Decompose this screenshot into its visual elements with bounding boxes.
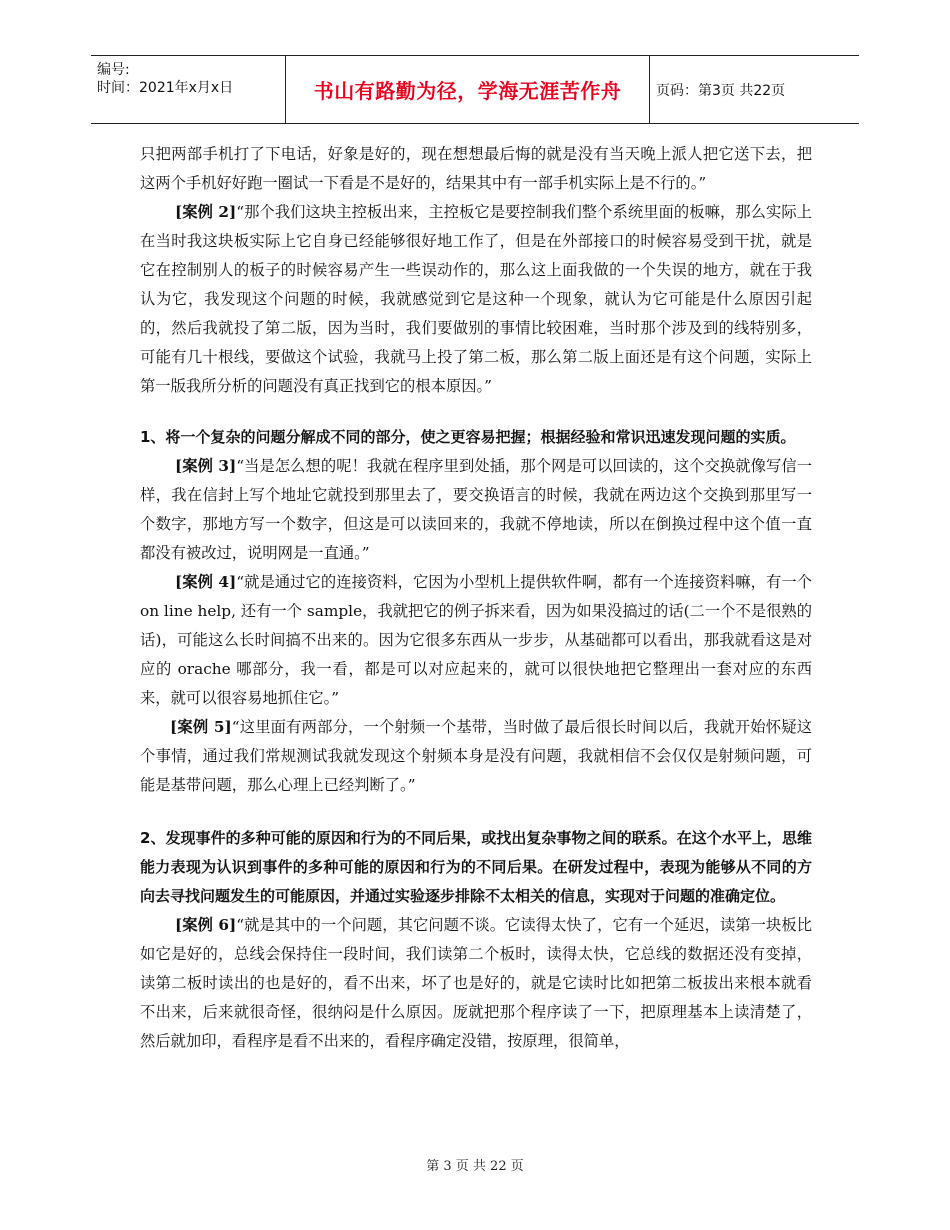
case-5-text: “这里面有两部分，一个射频一个基带，当时做了最后很长时间以后，我就开始怀疑这个事情，通过我们常规测试我就发现这个射频本身是没有问题，我就相信不会仅仅是射频问题，可能是基带问题，那么心理上已经判断了。” <box>140 718 813 794</box>
case-5-tag: [案例 5] <box>170 718 232 736</box>
page-header <box>91 55 859 124</box>
header-motto: 书山有路勤为径，学海无涯苦作舟 <box>313 79 622 103</box>
case-3-text: “当是怎么想的呢！我就在程序里到处插，那个网是可以回读的，这个交换就像写信一样，我在信封上写个地址它就投到那里去了，要交换语言的时候，我就在两边这个交换到那里写一个数字，那地方写一个数字，但这是可以读回来的，我就不停地读，所以在倒换过程中这个值一直都没有被改过，说明网是一直通。” <box>140 457 812 562</box>
case-2-tag: [案例 2] <box>175 203 237 221</box>
case-6-tag: [案例 6] <box>175 916 237 934</box>
case-3-paragraph <box>140 452 812 568</box>
case-6-text: “就是其中的一个问题，其它问题不谈。它读得太快了，它有一个延迟，读第一块板比如它是好的，总线会保持住一段时间，我们读第二个板时，读得太快，它总线的数据还没有变掉，读第二板时读出的也是好的，看不出来，坏了也是好的，就是它读时比如把第二板拔出来根本就看不出来，后来就很奇怪，很纳闷是什么原因。厐就把那个程序读了一下，把原理基本上读清楚了，然后就加印，看程序是看不出来的，看程序确定没错，按原理，很简单， <box>140 916 812 1050</box>
header-meta-cell <box>91 56 285 123</box>
case-2-text: “那个我们这块主控板出来，主控板它是要控制我们整个系统里面的板嘛，那么实际上在当时我这块板实际上它自身已经能够很好地工作了，但是在外部接口的时候容易受到干扰，就是它在控制别人的板子的时候容易产生一些误动作的，那么这上面我做的一个失误的地方，就在于我认为它，我发现这个问题的时候，我就感觉到它是这种一个现象，就认为它可能是什么原因引起的，然后我就投了第二版，因为当时，我们要做别的事情比较困难，当时那个涉及到的线特别多，可能有几十根线，要做这个试验，我就马上投了第二板，那么第二版上面还是有这个问题，实际上第一版我所分析的问题没有真正找到它的根本原因。” <box>140 203 812 395</box>
case-4-tag: [案例 4] <box>175 573 237 591</box>
case-4-text: “就是通过它的连接资料，它因为小型机上提供软件啊，都有一个连接资料嘛，有一个 on line help, 还有一个 sample，我就把它的例子拆来看，因为如果没搞过的话(二一个不是很熟的话)，可能这么长时间搞不出来的。因为它很多东西从一步步，从基础都可以看出，那我就看这是对应的 orache 哪部分，我一看，都是可以对应起来的，就可以很快地把它整理出一套对应的东西来，就可以很容易地抓住它。” <box>140 573 812 707</box>
section-heading-1: 1、将一个复杂的问题分解成不同的部分，使之更容易把握；根据经验和常识迅速发现问题的实质。 <box>140 428 796 446</box>
case-6-paragraph <box>140 911 812 1056</box>
section-heading-2: 2、发现事件的多种可能的原因和行为的不同后果，或找出复杂事物之间的联系。在这个水平上，思维能力表现为认识到事件的多种可能的原因和行为的不同后果。在研发过程中，表现为能够从不同的方向去寻找问题发生的可能原因，并通过实验逐步排除不太相关的信息，实现对于问题的准确定位。 <box>140 829 812 905</box>
doc-number-label: 编号: <box>97 62 130 78</box>
paragraph-continuation: 只把两部手机打了下电话，好象是好的，现在想想最后悔的就是没有当天晚上派人把它送下去，把这两个手机好好跑一圈试一下看是不是好的，结果其中有一部手机实际上是不行的。” <box>140 145 812 192</box>
time-label: 时间：2021年x月x日 <box>97 80 234 96</box>
header-page-cell <box>648 56 859 123</box>
document-body <box>140 140 812 1056</box>
case-2-paragraph <box>140 198 812 401</box>
case-3-tag: [案例 3] <box>175 457 237 475</box>
case-5-paragraph <box>140 713 812 800</box>
case-4-paragraph <box>140 568 812 713</box>
header-page-info: 页码：第3页 共22页 <box>656 82 786 99</box>
page-footer: 第 3 页 共 22 页 <box>426 1159 524 1174</box>
header-motto-cell <box>285 56 650 123</box>
